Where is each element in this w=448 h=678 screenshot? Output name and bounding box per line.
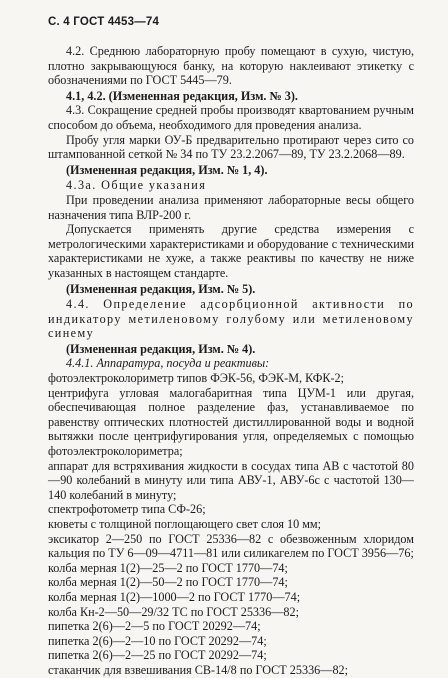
section-4-4: 4.4. Определение адсорбционной активности по индикатору метиленовому голубому или метиленовому синему [48,297,414,341]
list-item: пипетка 2(6)—2—10 по ГОСТ 20292—74; [48,633,267,648]
paragraph-sieve: Пробу угля марки ОУ-Б предварительно протирают через сито со штампованной сеткой № 34 по ТУ 23.2.2067—89, ТУ 23.2.2068—89. [48,132,414,162]
list-item: стаканчик для взвешивания СВ-14/8 по ГОСТ 25336—82; [48,662,349,677]
list-item: эксикатор 2—250 по ГОСТ 25336—82 с обезвоженным хлоридом кальция по ТУ 6—09—4711—81 или силикагелем по ГОСТ 3956—76; [48,531,414,561]
paragraph-4-3: 4.3. Сокращение средней пробы производят квартованием ручным способом до объема, необходимого для проведения анализа. [48,103,414,132]
revision-note-3: 4.1, 4.2. (Измененная редакция, Изм. № 3). [66,88,298,103]
revision-note-1-4: (Измененная редакция, Изм. № 1, 4). [66,162,268,177]
list-item: спектрофотометр типа СФ-26; [48,502,206,517]
list-item: колба мерная 1(2)—25—2 по ГОСТ 1770—74; [48,560,288,575]
list-item: аппарат для встряхивания жидкости в сосудах типа АВ с частотой 80—90 колебаний в минуту или типа АВУ-1, АВУ-6с с частотой 130—140 колебаний в минуту; [48,458,414,502]
revision-note-5: (Измененная редакция, Изм. № 5). [66,281,256,296]
list-item: кюветы с толщиной поглощающего свет слоя 10 мм; [48,517,322,531]
list-item: пипетка 2(6)—2—5 по ГОСТ 20292—74; [48,619,261,634]
list-item: колба мерная 1(2)—1000—2 по ГОСТ 1770—74; [48,589,301,604]
subsection-4-4-1: 4.4.1. Аппаратура, посуда и реактивы: [66,356,270,371]
list-item: колба Кн-2—50—29/32 ТС по ГОСТ 25336—82; [48,604,299,619]
revision-note-4: (Измененная редакция, Изм. № 4). [66,341,256,356]
page-header: С. 4 ГОСТ 4453—74 [48,16,160,28]
list-item: фотоэлектроколориметр типов ФЭК-56, ФЭК-М, КФК-2; [48,371,345,386]
paragraph-scales: При проведении анализа применяют лабораторные весы общего назначения типа ВЛР-200 г. [48,192,414,222]
paragraph-allowed: Допускается применять другие средства измерения с метрологическими характеристиками и оборудование с техническими характеристиками не хуже, а также реактивы по качеству не ниже указанных в настоящем стандарте. [48,222,414,280]
paragraph-4-2: 4.2. Среднюю лабораторную пробу помещают в сухую, чистую, плотно закрывающуюся банку, на которую наклеивают этикетку с обозначениями по ГОСТ 5445—79. [48,44,414,88]
section-general: 4.3а. Общие указания [66,178,207,193]
list-item: пипетка 2(6)—2—25 по ГОСТ 20292—74; [48,648,267,663]
list-item: центрифуга угловая малогабаритная типа ЦУМ-1 или другая, обеспечивающая полное разделение фаз, устанавливаемое по равенству оптических плотностей дистиллированной воды и водной вытяжки после центрифугирования угля, определяемых с помощью фотоэлектроколориметра; [48,385,414,459]
list-item: колба мерная 1(2)—50—2 по ГОСТ 1770—74; [48,575,288,590]
